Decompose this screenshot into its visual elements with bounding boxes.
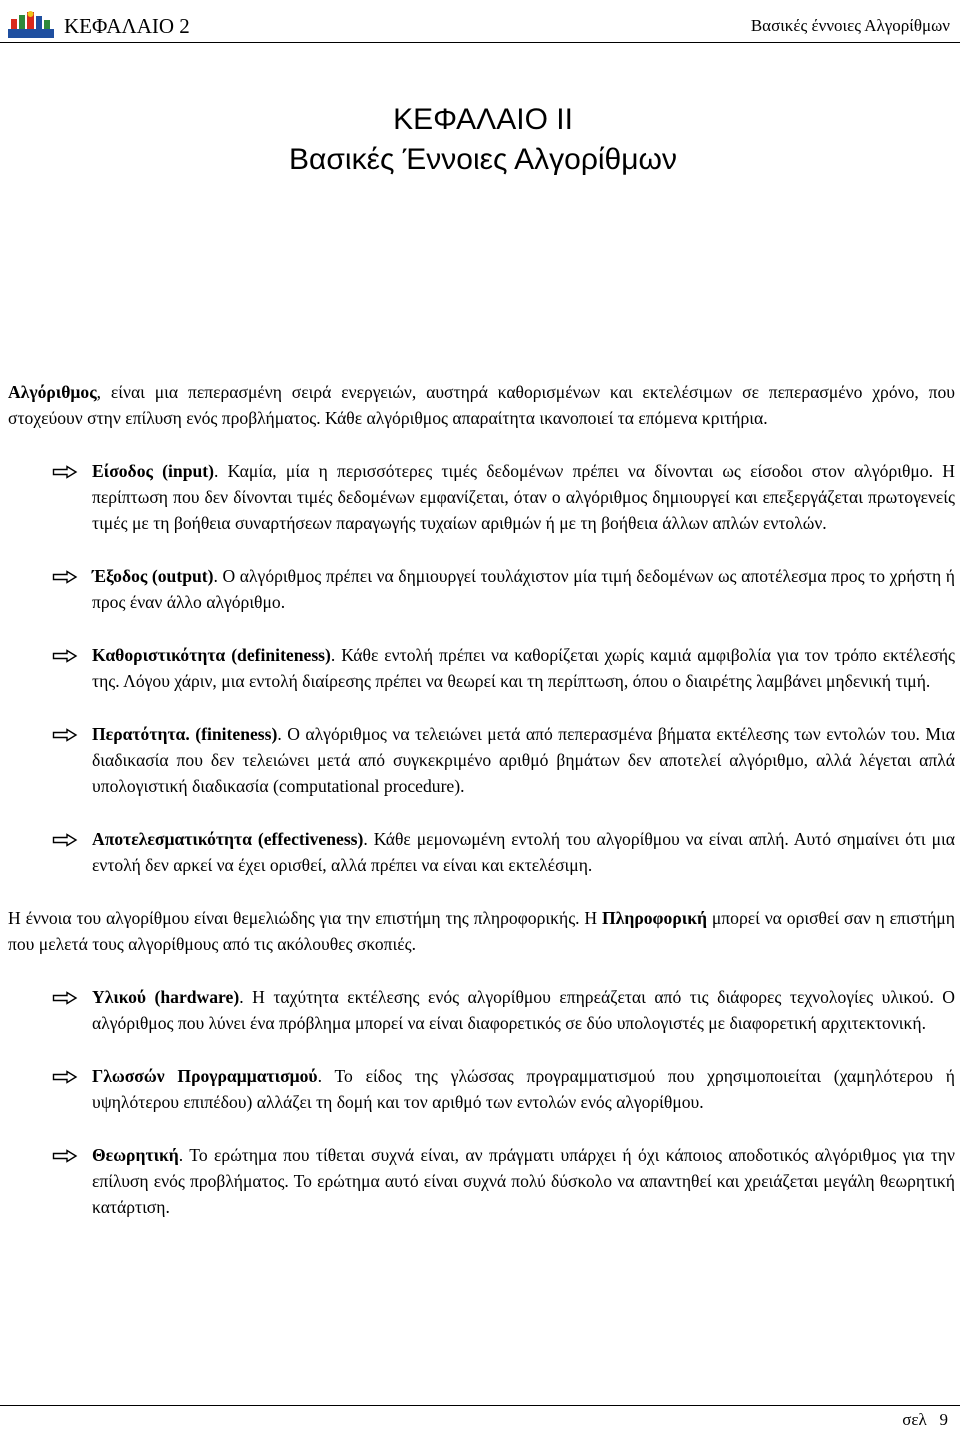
criterion-text: . Καμία, μία η περισσότερες τιμές δεδομένων πρέπει να δίνονται ως είσοδοι στον αλγόριθμο. Η περίπτωση που δεν δίνονται τιμές δεδομένων εμφανίζεται, όταν ο αλγόριθμος δημιουργεί και επεξεργάζεται πρωτογενείς τιμές με τη βοήθεια συναρτήσεων παραγωγής τυχαίων αριθμών ή με τη βοήθεια άλλων απλών εντολών. xyxy=(92,461,955,533)
criterion-term: Καθοριστικότητα (definiteness) xyxy=(92,645,331,665)
chapter-title-line-1: ΚΕΦΑΛΑΙΟ ΙΙ xyxy=(393,103,573,136)
perspective-term: Γλωσσών Προγραμματισμού xyxy=(92,1066,318,1086)
arrow-right-icon xyxy=(52,991,78,1005)
informatics-paragraph xyxy=(8,905,955,957)
arrow-right-icon xyxy=(52,728,78,742)
perspective-text: . Το είδος της γλώσσας προγραμματισμού που χρησιμοποιείται (χαμηλότερου ή υψηλότερου επιπέδου) αλλάζει τη δομή και τον αριθμό των εντολών ενός αλγορίθμου. xyxy=(92,1066,955,1112)
perspective-item xyxy=(8,1142,955,1220)
page-number-value: 9 xyxy=(939,1410,948,1429)
arrow-right-icon xyxy=(52,1149,78,1163)
criterion-term: Είσοδος (input) xyxy=(92,461,214,481)
criterion-term: Αποτελεσματικότητα (effectiveness) xyxy=(92,829,364,849)
header-topic: Βασικές έννοιες Αλγορίθμων xyxy=(750,16,950,35)
perspective-item xyxy=(8,1063,955,1115)
perspective-term: Θεωρητική xyxy=(92,1145,179,1165)
chapter-title-line-2: Βασικές Έννοιες Αλγορίθμων xyxy=(289,143,677,176)
criterion-text: . Κάθε μεμονωμένη εντολή του αλγορίθμου να είναι απλή. Αυτό σημαίνει ότι μια εντολή δεν αρκεί να έχει ορισθεί, αλλά πρέπει να είναι και εκτελέσιμη. xyxy=(92,829,955,875)
perspective-term: Υλικού (hardware) xyxy=(92,987,240,1007)
arrow-right-icon xyxy=(52,1070,78,1084)
intro-term: Αλγόριθμος xyxy=(8,382,97,402)
chapter-title xyxy=(0,100,960,180)
page-label: σελ xyxy=(902,1410,927,1429)
criterion-term: Περατότητα. (finiteness) xyxy=(92,724,278,744)
arrow-right-icon xyxy=(52,649,78,663)
arrow-right-icon xyxy=(52,570,78,584)
document-body xyxy=(8,379,955,1220)
arrow-right-icon xyxy=(52,833,78,847)
footer-divider xyxy=(0,1405,960,1406)
header-chapter: ΚΕΦΑΛΑΙΟ 2 xyxy=(64,14,190,38)
criterion-term: Έξοδος (output) xyxy=(92,566,214,586)
perspective-text: . Η ταχύτητα εκτέλεσης ενός αλγορίθμου επηρεάζεται από τις διάφορες τεχνολογίες υλικού. Ο αλγόριθμος που λύνει ένα πρόβλημα μπορεί να είναι διαφορετικός σε δύο υπολογιστές με διαφορετική αρχιτεκτονική. xyxy=(92,987,955,1033)
institution-logo-icon xyxy=(8,10,54,38)
informatics-term: Πληροφορική xyxy=(602,908,707,928)
criterion-text: . Ο αλγόριθμος πρέπει να δημιουργεί τουλάχιστον μία τιμή δεδομένων ως αποτέλεσμα προς το χρήστη ή προς έναν άλλο αλγόριθμο. xyxy=(92,566,955,612)
perspective-text: . Το ερώτημα που τίθεται συχνά είναι, αν πράγματι υπάρχει ή όχι κάποιος αποδοτικός αλγόριθμος για την επίλυση ενός προβλήματος. Το ερώτημα αυτό είναι συχνά πολύ δύσκολο να απαντηθεί και χρειάζεται μεγάλη θεωρητική κατάρτιση. xyxy=(92,1145,955,1217)
criterion-text: . Ο αλγόριθμος να τελειώνει μετά από πεπερασμένα βήματα εκτέλεσης των εντολών του. Μια διαδικασία που δεν τελειώνει μετά από συγκεκριμένο αριθμό βημάτων δεν αποτελεί αλγόριθμο, αλλά λέγεται απλά υπολογιστική διαδικασία (computational procedure). xyxy=(92,724,956,796)
criterion-item xyxy=(8,721,955,799)
intro-paragraph xyxy=(8,379,955,431)
intro-text: , είναι μια πεπερασμένη σειρά ενεργειών, αυστηρά καθορισμένων και εκτελέσιμων σε πεπερασμένο χρόνο, που στοχεύουν στην επίλυση ενός προβλήματος. Κάθε αλγόριθμος απαραίτητα ικανοποιεί τα επόμενα κριτήρια. xyxy=(8,382,955,428)
page-number xyxy=(902,1410,948,1430)
perspective-item xyxy=(8,984,955,1036)
criterion-item xyxy=(8,458,955,536)
arrow-right-icon xyxy=(52,465,78,479)
informatics-text-before: Η έννοια του αλγορίθμου είναι θεμελιώδης για την επιστήμη της πληροφορικής. Η xyxy=(8,908,603,928)
criterion-item xyxy=(8,563,955,615)
criterion-text: . Κάθε εντολή πρέπει να καθορίζεται χωρίς καμιά αμφιβολία για τον τρόπο εκτέλεσής της. Λόγου χάριν, μια εντολή διαίρεσης πρέπει να θεωρεί και τη περίπτωση, όπου ο διαιρέτης λαμβάνει μηδενική τιμή. xyxy=(92,645,955,691)
header-divider xyxy=(0,42,960,43)
criterion-item xyxy=(8,826,955,878)
page-header xyxy=(0,0,960,42)
informatics-text-after: μπορεί να ορισθεί σαν η επιστήμη που μελετά τους αλγορίθμους από τις ακόλουθες σκοπιές. xyxy=(8,908,955,954)
criterion-item xyxy=(8,642,955,694)
